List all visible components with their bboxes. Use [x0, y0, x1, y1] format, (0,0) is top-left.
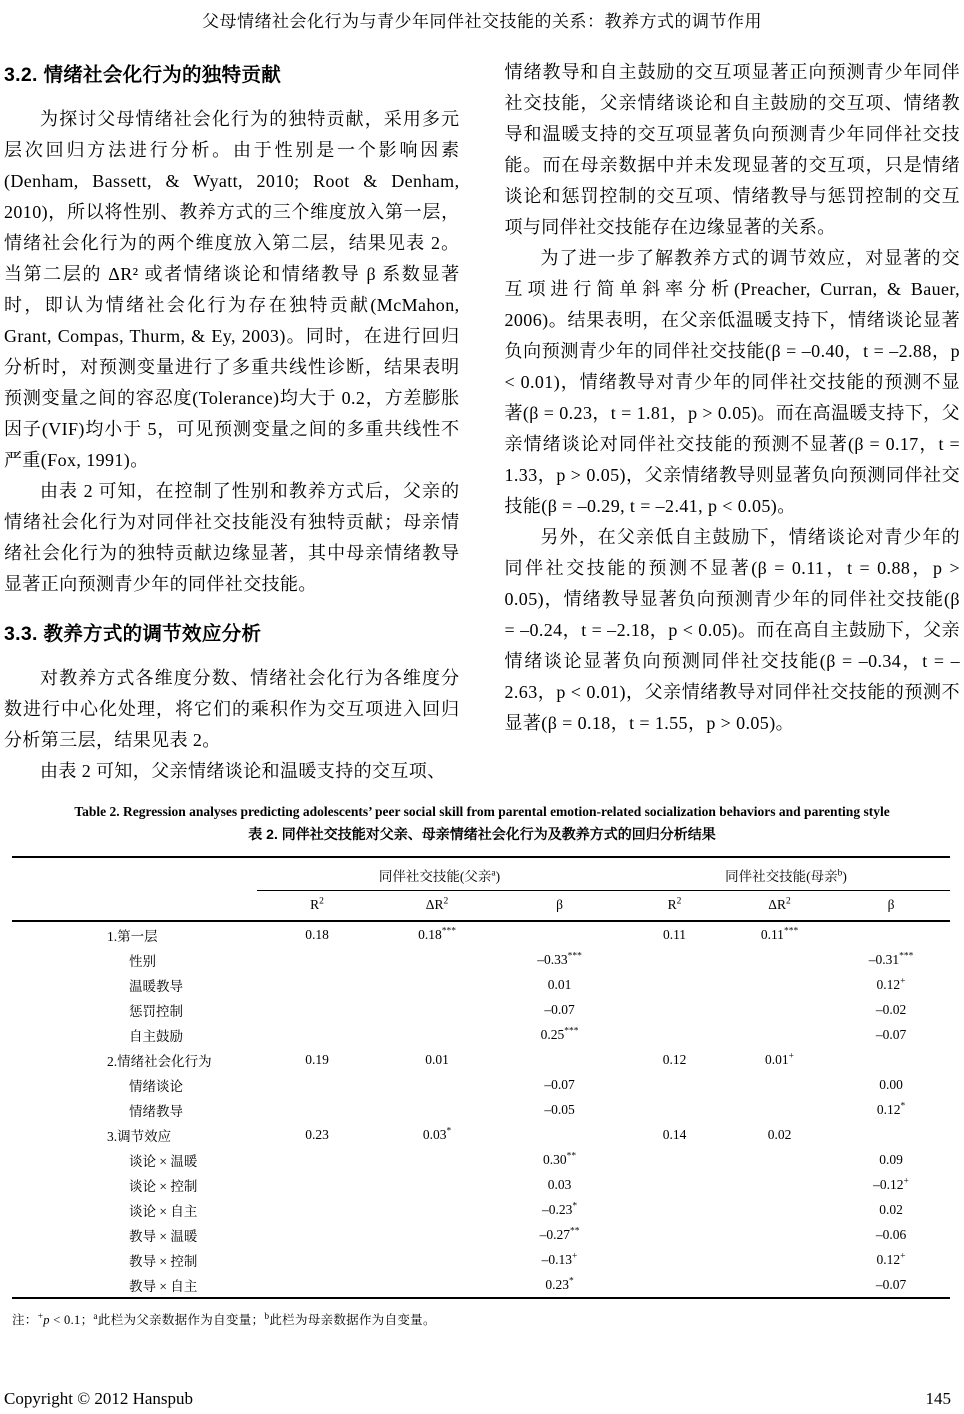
table-cell — [832, 1047, 950, 1072]
table-row — [12, 1147, 950, 1172]
row-label: 教导 × 自主 — [129, 1278, 198, 1294]
table-cell — [377, 1222, 497, 1247]
table-cell — [727, 1097, 832, 1122]
table-cell: 0.23* — [545, 1276, 574, 1292]
table-cell — [832, 1122, 950, 1147]
table-cell: 0.02 — [879, 1201, 903, 1217]
table-cell — [257, 947, 377, 972]
empty-header-cell — [12, 857, 257, 891]
col-header-beta-mother: β — [832, 891, 950, 922]
table-cell — [497, 1122, 622, 1147]
table-cell: 0.12 — [662, 1051, 687, 1067]
table-row — [12, 1172, 950, 1197]
row-label: 教导 × 控制 — [129, 1253, 198, 1269]
father-group-header: 同伴社交技能(父亲$^a$) — [257, 857, 622, 891]
table-cell: 0.03 — [547, 1176, 572, 1192]
row-label: 谈论 × 控制 — [129, 1178, 198, 1194]
table-cell — [377, 972, 497, 997]
table-cell: 0.18*** — [418, 926, 456, 942]
body-columns — [4, 57, 960, 787]
regression-table — [12, 856, 950, 1299]
table-cell — [727, 1247, 832, 1272]
row-label: 情绪教导 — [129, 1103, 183, 1119]
table-row — [12, 1072, 950, 1097]
row-label: 1.第一层 — [107, 928, 158, 944]
paragraph-3-2-1: 为探讨父母情绪社会化行为的独特贡献，采用多元层次回归方法进行分析。由于性别是一个影响因素(Denham, Bassett, & Wyatt, 2010; Root & Denham, 2010)，所以将性别、教养方式的三个维度放入第一层，情绪社会化行为的两个维度放入第二层，结果见表 2。当第二层的 ΔR² 或者情绪谈论和情绪教导 β 系数显著时，即认为情绪社会化行为存在独特贡献(McMahon, Grant, Compas, Thurm, & Ey, 2003)。同时，在进行回归分析时，对预测变量进行了多重共线性诊断，结果表明预测变量之间的容忍度(Tolerance)均大于 0.2，方差膨胀因子(VIF)均小于 5，可见预测变量之间的多重共线性不严重(Fox, 1991)。 — [4, 109, 460, 470]
table-note: 注：+p < 0.1；$^a$此栏为父亲数据作为自变量；$^b$此栏为母亲数据作为自变量。 — [12, 1311, 436, 1327]
table-cell: 0.09 — [879, 1151, 903, 1167]
table-cell: 0.30** — [542, 1151, 577, 1167]
row-label: 谈论 × 温暖 — [129, 1153, 198, 1169]
table-cell: –0.31*** — [868, 951, 914, 967]
table-body — [12, 921, 950, 1298]
table-cell: –0.07 — [875, 1276, 907, 1292]
note-prefix: 注： — [12, 1313, 38, 1327]
paragraph-3-3-2: 由表 2 可知，父亲情绪谈论和温暖支持的交互项、 — [40, 761, 446, 781]
empty-header-cell — [12, 891, 257, 922]
table-cell — [257, 1147, 377, 1172]
table-cell: –0.06 — [875, 1226, 907, 1242]
table-cell — [377, 1172, 497, 1197]
table-cell — [622, 972, 727, 997]
row-label: 谈论 × 自主 — [129, 1203, 198, 1219]
row-label: 自主鼓励 — [129, 1028, 183, 1044]
table-cell: –0.23* — [541, 1201, 578, 1217]
table-caption-en: Table 2. Regression analyses predicting adolescents’ peer social skill from parental emotion-related socialization behaviors and parenting style — [74, 804, 890, 819]
table-cell: 0.12+ — [876, 976, 906, 992]
table-cell — [622, 1272, 727, 1298]
table-row — [12, 1247, 950, 1272]
table-row — [12, 1097, 950, 1122]
row-label: 教导 × 温暖 — [129, 1228, 198, 1244]
table-cell: 0.11 — [662, 926, 687, 942]
table-cell: 0.19 — [305, 1051, 329, 1067]
table-row — [12, 1022, 950, 1047]
table-cell: 0.14 — [662, 1126, 687, 1142]
table-caption-zh: 表 2. 同伴社交技能对父亲、母亲情绪社会化行为及教养方式的回归分析结果 — [248, 826, 716, 842]
table-cell — [257, 972, 377, 997]
mother-group-header: 同伴社交技能(母亲$^b$) — [622, 857, 950, 891]
row-label: 情绪谈论 — [129, 1078, 183, 1094]
section-heading-3-2: 3.2. 情绪社会化行为的独特贡献 — [4, 64, 282, 86]
table-cell: 0.23 — [305, 1126, 329, 1142]
table-cell — [727, 1272, 832, 1298]
table-row — [12, 1197, 950, 1222]
table-cell: 0.18 — [305, 926, 329, 942]
table-cell: 0.12+ — [876, 1251, 906, 1267]
table-cell — [377, 1197, 497, 1222]
table-cell — [727, 1072, 832, 1097]
table-cell — [257, 1097, 377, 1122]
table-cell: 0.03* — [422, 1126, 452, 1142]
table-group-header-row — [12, 857, 950, 891]
table-row — [12, 947, 950, 972]
table-row — [12, 1272, 950, 1298]
table-row — [12, 972, 950, 997]
table-cell: –0.07 — [875, 1026, 907, 1042]
table-cell — [727, 1172, 832, 1197]
col-header-r2-mother: $R^2$ — [622, 891, 727, 922]
table-cell — [257, 1222, 377, 1247]
col-header-r2-father: $R^2$ — [257, 891, 377, 922]
right-column — [505, 57, 961, 787]
table-cell — [727, 1147, 832, 1172]
table-cell: –0.12+ — [873, 1176, 909, 1192]
table-cell — [257, 1172, 377, 1197]
table-cell: –0.05 — [544, 1101, 575, 1117]
table-cell: –0.27** — [539, 1226, 580, 1242]
paragraph-right-1: 情绪教导和自主鼓励的交互项显著正向预测青少年同伴社交技能，父亲情绪谈论和自主鼓励的交互项、情绪教导和温暖支持的交互项显著负向预测青少年同伴社交技能。而在母亲数据中并未发现显著的交互项，只是情绪谈论和惩罚控制的交互项、情绪教导与惩罚控制的交互项与同伴社交技能存在边缘显著的关系。 — [504, 62, 960, 237]
col-header-dr2-mother: $\Delta R^2$ — [727, 891, 832, 922]
table-cell — [727, 1022, 832, 1047]
table-cell — [622, 997, 727, 1022]
table-cell — [377, 1147, 497, 1172]
table-cell — [377, 1097, 497, 1122]
row-label: 惩罚控制 — [129, 1003, 183, 1019]
left-column — [4, 57, 460, 787]
table-cell: 0.12* — [876, 1101, 906, 1117]
table-row — [12, 1122, 950, 1147]
table-cell — [622, 1197, 727, 1222]
table-column-header-row — [12, 891, 950, 922]
table-cell: –0.07 — [544, 1001, 575, 1017]
table-cell: 0.01 — [547, 976, 572, 992]
table-cell: 0.02 — [767, 1126, 792, 1142]
table-cell — [622, 1222, 727, 1247]
copyright: Copyright © 2012 Hanspub — [4, 1389, 194, 1408]
row-label: 2.情绪社会化行为 — [107, 1053, 212, 1069]
table-cell: 0.01 — [425, 1051, 449, 1067]
table-cell — [622, 1022, 727, 1047]
table-cell — [377, 997, 497, 1022]
section-heading-3-3: 3.3. 教养方式的调节效应分析 — [4, 623, 262, 645]
row-label: 性别 — [129, 953, 156, 969]
table-cell — [377, 1022, 497, 1047]
table-cell — [377, 1247, 497, 1272]
table-cell — [622, 1147, 727, 1172]
table-cell — [622, 947, 727, 972]
table-cell — [377, 1272, 497, 1298]
table-cell: –0.02 — [875, 1001, 907, 1017]
table-cell: –0.13+ — [541, 1251, 578, 1267]
table-cell — [727, 972, 832, 997]
table-cell — [257, 1197, 377, 1222]
paragraph-3-2-2: 由表 2 可知，在控制了性别和教养方式后，父亲的情绪社会化行为对同伴社交技能没有独特贡献；母亲情绪社会化行为的独特贡献边缘显著，其中母亲情绪教导显著正向预测青少年的同伴社交技能。 — [4, 481, 460, 594]
table-cell — [257, 1247, 377, 1272]
table-cell — [257, 1022, 377, 1047]
page-number: 145 — [925, 1389, 951, 1408]
table-cell — [497, 1047, 622, 1072]
table-cell: 0.25*** — [540, 1026, 579, 1042]
table-cell — [622, 1247, 727, 1272]
table-cell — [257, 997, 377, 1022]
table-cell: 0.00 — [879, 1076, 903, 1092]
table-cell: 0.01+ — [765, 1051, 794, 1067]
paragraph-3-3-1: 对教养方式各维度分数、情绪社会化行为各维度分数进行中心化处理，将它们的乘积作为交互项进入回归分析第三层，结果见表 2。 — [4, 668, 460, 750]
table-cell — [832, 921, 950, 947]
table-row — [12, 921, 950, 947]
col-header-beta-father: β — [497, 891, 622, 922]
table-cell — [727, 947, 832, 972]
row-label: 3.调节效应 — [107, 1128, 172, 1144]
table-cell — [377, 1072, 497, 1097]
table-cell — [727, 997, 832, 1022]
table-cell — [257, 1272, 377, 1298]
row-label: 温暖教导 — [129, 978, 183, 994]
table-cell — [377, 947, 497, 972]
paragraph-right-3: 另外，在父亲低自主鼓励下，情绪谈论对青少年的同伴社交技能的预测不显著(β = 0.11，t = 0.88，p > 0.05)，情绪教导显著负向预测青少年的同伴社交技能(β = –0.24，t = –2.18，p < 0.05)。而在高自主鼓励下，父亲情绪谈论显著负向预测同伴社交技能(β = –0.34，t = –2.63，p < 0.01)，父亲情绪教导对同伴社交技能的预测不显著(β = 0.18，t = 1.55，p > 0.05)。 — [504, 527, 960, 733]
table-row — [12, 997, 950, 1022]
table-row — [12, 1047, 950, 1072]
table-cell — [622, 1097, 727, 1122]
table-cell — [727, 1222, 832, 1247]
page-footer — [4, 1389, 951, 1409]
table-cell — [497, 921, 622, 947]
col-header-dr2-father: $\Delta R^2$ — [377, 891, 497, 922]
table-cell — [622, 1172, 727, 1197]
table-cell: 0.11*** — [760, 926, 799, 942]
table-cell — [257, 1072, 377, 1097]
running-head: 父母情绪社会化行为与青少年同伴社交技能的关系：教养方式的调节作用 — [202, 12, 762, 31]
table-cell — [727, 1197, 832, 1222]
table-cell — [622, 1072, 727, 1097]
table-row — [12, 1222, 950, 1247]
table-cell: –0.33*** — [537, 951, 582, 967]
table-cell: –0.07 — [544, 1076, 575, 1092]
paragraph-right-2: 为了进一步了解教养方式的调节效应，对显著的交互项进行简单斜率分析(Preacher, Curran, & Bauer, 2006)。结果表明，在父亲低温暖支持下，情绪谈论显著负向预测青少年的同伴社交技能(β = –0.40，t = –2.88，p < 0.01)，情绪教导对青少年的同伴社交技能的预测不显著(β = 0.23，t = 1.81，p > 0.05)。而在高温暖支持下，父亲情绪谈论对同伴社交技能的预测不显著(β = 0.17，t = 1.33，p > 0.05)，父亲情绪教导则显著负向预测同伴社交技能(β = –0.29, t = –2.41, p < 0.05)。 — [504, 248, 960, 516]
